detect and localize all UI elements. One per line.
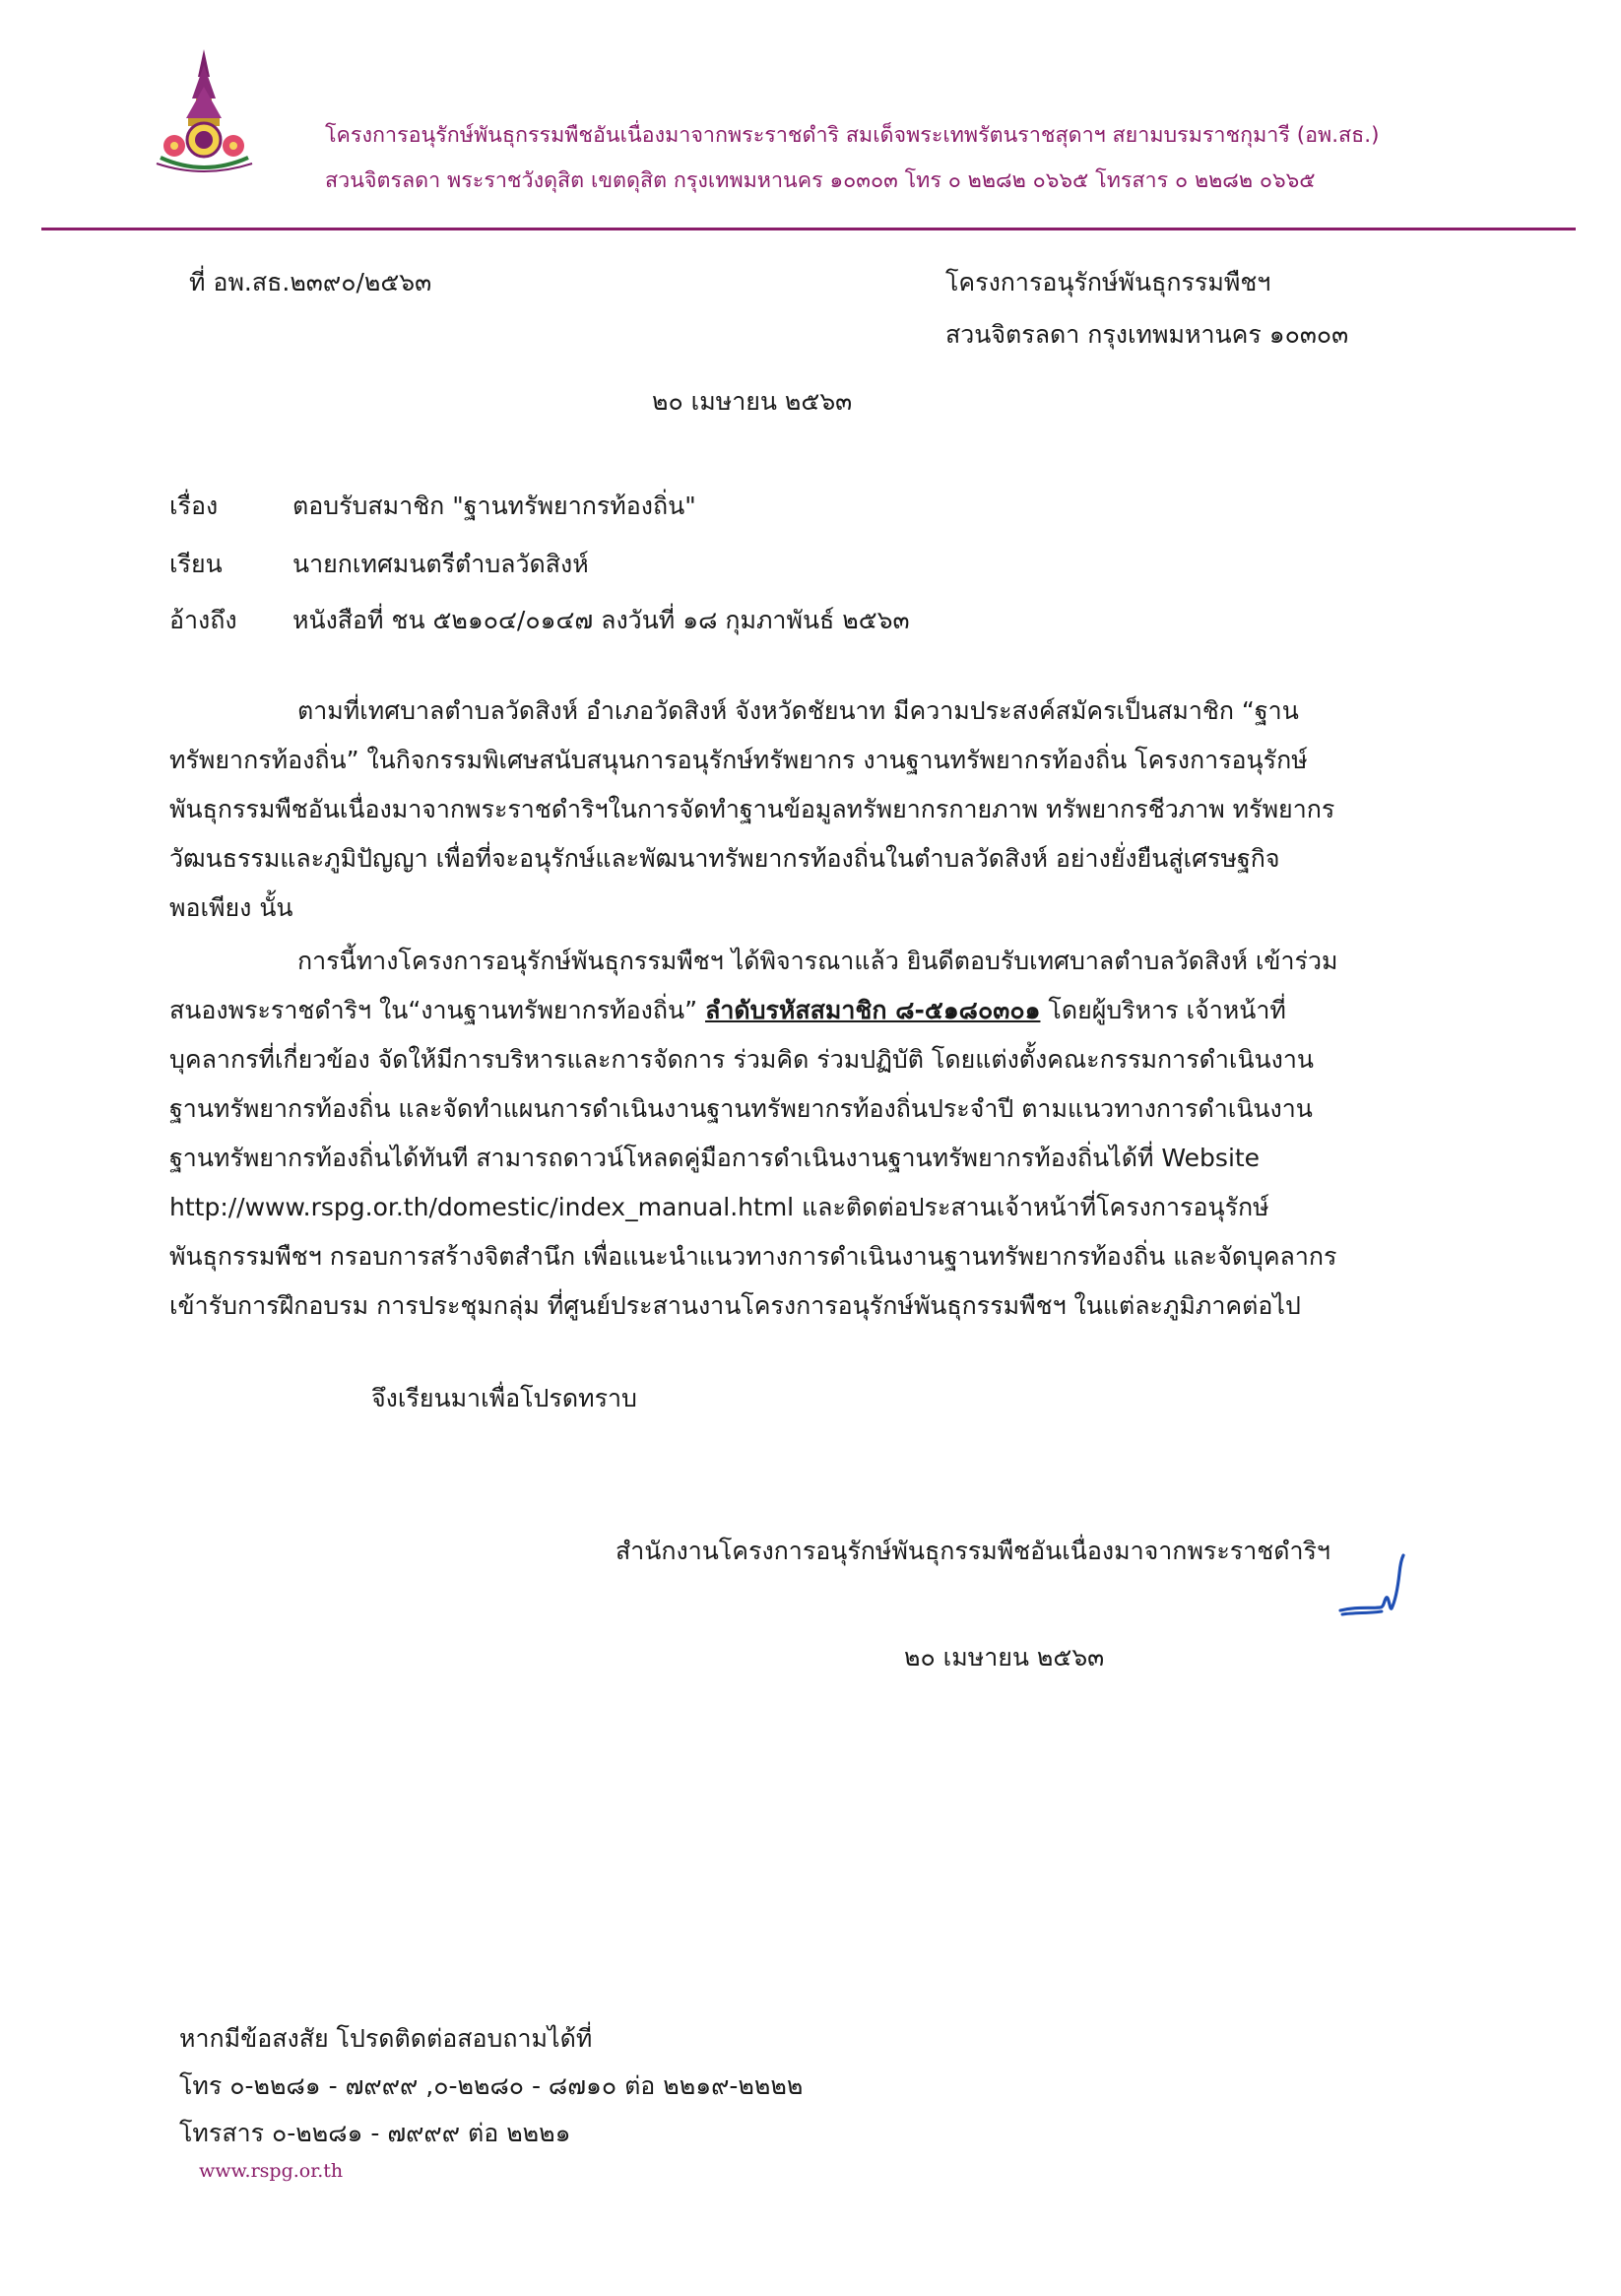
recipient-label: เรียน (169, 550, 223, 578)
reference-number: ที่ อพ.สธ.๒๓๙๐/๒๕๖๓ (189, 268, 432, 296)
paragraph-line: ตามที่เทศบาลตำบลวัดสิงห์ อำเภอวัดสิงห์ จังหวัดชัยนาท มีความประสงค์สมัครเป็นสมาชิก “ฐาน (297, 696, 1299, 725)
signature-office: สำนักงานโครงการอนุรักษ์พันธุกรรมพืชอันเนื่องมาจากพระราชดำริฯ (616, 1537, 1330, 1565)
footer-fax: โทรสาร ๐-๒๒๘๑ - ๗๙๙๙ ต่อ ๒๒๒๑ (179, 2119, 571, 2147)
letter-date: ๒๐ เมษายน ๒๕๖๓ (652, 387, 853, 416)
paragraph-application (169, 689, 1440, 922)
paragraph-line: การนี้ทางโครงการอนุรักษ์พันธุกรรมพืชฯ ได้พิจารณาแล้ว ยินดีตอบรับเทศบาลตำบลวัดสิงห์ เข้าร่วม (297, 947, 1338, 975)
subject-value: ตอบรับสมาชิก "ฐานทรัพยากรท้องถิ่น" (292, 492, 696, 520)
letterhead-title: โครงการอนุรักษ์พันธุกรรมพืชอันเนื่องมาจากพระราชดำริ สมเด็จพระเทพรัตนราชสุดาฯ สยามบรมราชกุมารี (อพ.สธ.) (325, 123, 1380, 148)
footer-website-link[interactable]: www.rspg.or.th (199, 2160, 344, 2182)
paragraph-acceptance (169, 940, 1440, 1334)
paragraph-line: ทรัพยากรท้องถิ่น” ในกิจกรรมพิเศษสนับสนุนการอนุรักษ์ทรัพยากร งานฐานทรัพยากรท้องถิ่น โครงการอนุรักษ์ (169, 746, 1308, 774)
letterhead-divider (41, 228, 1576, 230)
member-code: ลำดับรหัสสมาชิก ๘-๕๑๘๐๓๐๑ (705, 996, 1041, 1024)
reference-label: อ้างถึง (169, 606, 237, 634)
rspg-emblem-logo (153, 47, 256, 173)
reference-value: หนังสือที่ ชน ๕๒๑๐๔/๐๑๔๗ ลงวันที่ ๑๘ กุมภาพันธ์ ๒๕๖๓ (292, 606, 910, 634)
paragraph-line (169, 989, 1440, 1033)
closing-line: จึงเรียนมาเพื่อโปรดทราบ (371, 1384, 637, 1412)
paragraph-line: เข้ารับการฝึกอบรม การประชุมกลุ่ม ที่ศูนย์ประสานงานโครงการอนุรักษ์พันธุกรรมพืชฯ ในแต่ละภูมิภาคต่อไป (169, 1291, 1301, 1320)
paragraph-line: ฐานทรัพยากรท้องถิ่น และจัดทำแผนการดำเนินงานฐานทรัพยากรท้องถิ่นประจำปี ตามแนวทางการดำเนินงาน (169, 1094, 1313, 1123)
handwritten-signature (1334, 1551, 1413, 1625)
signature-date: ๒๐ เมษายน ๒๕๖๓ (904, 1643, 1105, 1672)
footer-intro: หากมีข้อสงสัย โปรดติดต่อสอบถามได้ที่ (179, 2024, 593, 2053)
paragraph-line: พันธุกรรมพืชฯ กรอบการสร้างจิตสำนึก เพื่อแนะนำแนวทางการดำเนินงานฐานทรัพยากรท้องถิ่น และจัดบุคลากร (169, 1242, 1337, 1271)
recipient-value: นายกเทศมนตรีตำบลวัดสิงห์ (292, 550, 589, 578)
paragraph-line: http://www.rspg.or.th/domestic/index_manual.html และติดต่อประสานเจ้าหน้าที่โครงการอนุรักษ์ (169, 1193, 1269, 1221)
footer-phone: โทร ๐-๒๒๘๑ - ๗๙๙๙ ,๐-๒๒๘๐ - ๘๗๑๐ ต่อ ๒๒๑๙-๒๒๒๒ (179, 2071, 804, 2100)
paragraph-line: พอเพียง นั้น (169, 893, 293, 922)
sender-address: สวนจิตรลดา กรุงเทพมหานคร ๑๐๓๐๓ (945, 320, 1349, 349)
subject-label: เรื่อง (169, 492, 219, 520)
paragraph-line: วัฒนธรรมและภูมิปัญญา เพื่อที่จะอนุรักษ์และพัฒนาทรัพยากรท้องถิ่นในตำบลวัดสิงห์ อย่างยั่งยืนสู่เศรษฐกิจ (169, 844, 1280, 873)
paragraph-line: ฐานทรัพยากรท้องถิ่นได้ทันที สามารถดาวน์โหลดคู่มือการดำเนินงานฐานทรัพยากรท้องถิ่นได้ที่ Website (169, 1144, 1261, 1172)
sender-name: โครงการอนุรักษ์พันธุกรรมพืชฯ (945, 268, 1271, 296)
paragraph-line: บุคลากรที่เกี่ยวข้อง จัดให้มีการบริหารและการจัดการ ร่วมคิด ร่วมปฏิบัติ โดยแต่งตั้งคณะกรรมการดำเนินงาน (169, 1045, 1314, 1074)
paragraph-line: พันธุกรรมพืชอันเนื่องมาจากพระราชดำริฯในการจัดทำฐานข้อมูลทรัพยากรกายภาพ ทรัพยากรชีวภาพ ทรัพยากร (169, 795, 1335, 823)
paragraph-line-post: โดยผู้บริหาร เจ้าหน้าที่ (1048, 996, 1286, 1024)
letterhead-address: สวนจิตรลดา พระราชวังดุสิต เขตดุสิต กรุงเทพมหานคร ๑๐๓๐๓ โทร ๐ ๒๒๘๒ ๐๖๖๕ โทรสาร ๐ ๒๒๘๒ ๐๖๖๕ (325, 168, 1316, 193)
paragraph-line-pre: สนองพระราชดำริฯ ใน“งานฐานทรัพยากรท้องถิ่น” (169, 996, 698, 1024)
